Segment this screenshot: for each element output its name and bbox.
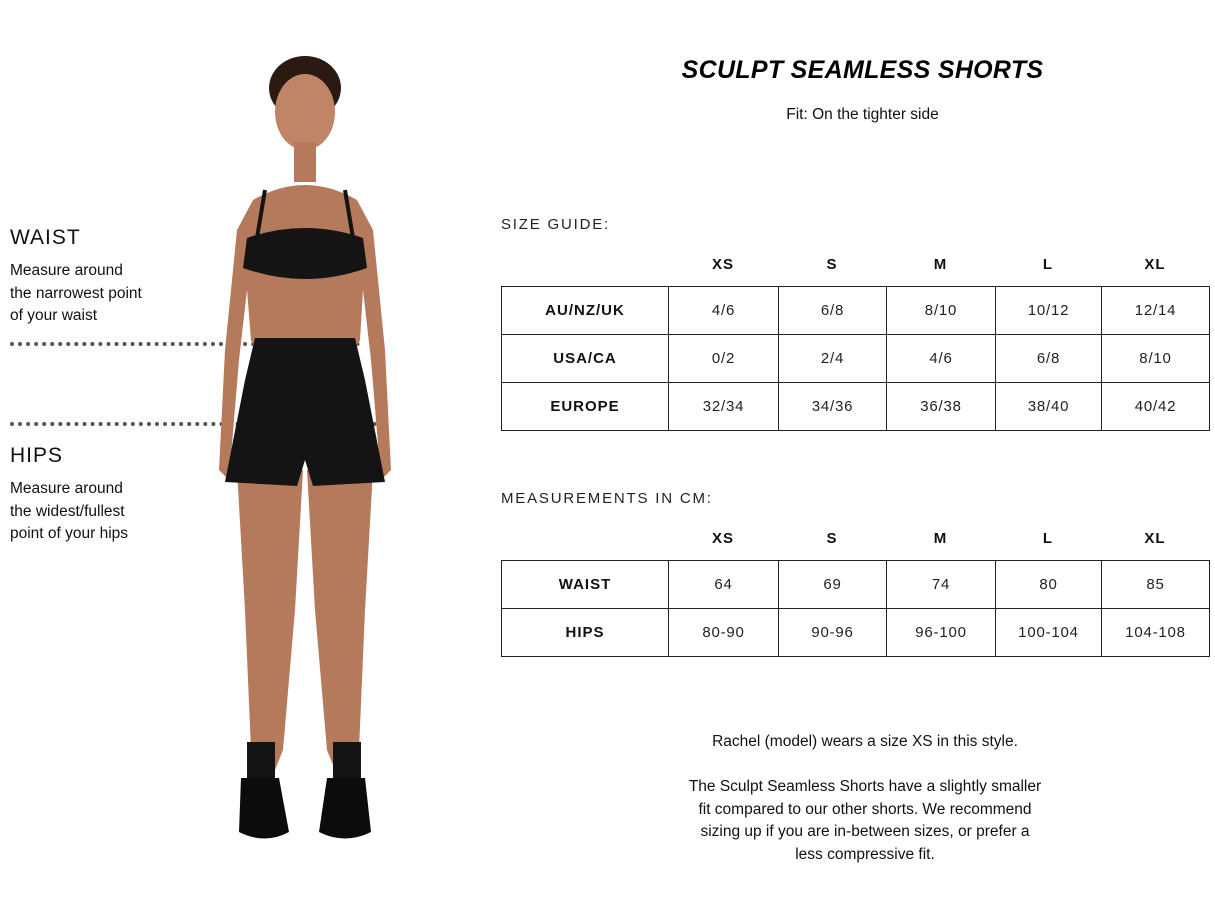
region-label: USA/CA — [502, 335, 669, 383]
table-cell: 100-104 — [996, 609, 1102, 657]
fit-recommendation — [660, 776, 1070, 866]
table-cell: 40/42 — [1102, 383, 1210, 431]
table-cell: 90-96 — [779, 609, 887, 657]
size-header-s: S — [826, 530, 838, 547]
fit-recommendation-line: less compressive fit. — [795, 845, 935, 863]
table-cell: 8/10 — [1102, 335, 1210, 383]
region-label: AU/NZ/UK — [502, 287, 669, 335]
table-cell: 38/40 — [996, 383, 1102, 431]
fit-note: Fit: On the tighter side — [786, 106, 939, 123]
size-header-xl: XL — [1144, 530, 1166, 547]
table-cell: 64 — [669, 561, 779, 609]
measurements-table — [501, 560, 1210, 657]
size-header-xs: XS — [711, 530, 734, 547]
table-cell: 80 — [996, 561, 1102, 609]
model-photo — [195, 50, 425, 850]
table-cell: 4/6 — [887, 335, 996, 383]
size-header-m: M — [933, 256, 948, 273]
model-size-note: Rachel (model) wears a size XS in this style. — [712, 733, 1018, 750]
size-header-xl: XL — [1144, 256, 1166, 273]
table-cell: 2/4 — [779, 335, 887, 383]
model-head — [275, 74, 335, 150]
hips-instruction-line: point of your hips — [10, 525, 129, 542]
hips-heading: HIPS — [10, 444, 64, 467]
table-cell: 74 — [887, 561, 996, 609]
size-header-l: L — [1042, 530, 1054, 547]
model-neck — [294, 142, 316, 182]
fit-recommendation-line: sizing up if you are in-between sizes, or prefer a — [700, 823, 1030, 840]
hips-instruction-line: Measure around — [10, 480, 123, 497]
waist-instruction-line: of your waist — [10, 307, 98, 324]
table-cell: 4/6 — [669, 287, 779, 335]
table-cell: 6/8 — [996, 335, 1102, 383]
table-cell: 6/8 — [779, 287, 887, 335]
model-shorts — [225, 338, 385, 486]
table-row — [502, 383, 1210, 431]
model-left-leg — [237, 470, 303, 770]
model-left-shoe — [239, 778, 289, 839]
model-right-sock — [333, 742, 361, 782]
table-cell: 34/36 — [779, 383, 887, 431]
size-header-m: M — [933, 530, 948, 547]
waist-instruction-line: the narrowest point — [10, 284, 142, 302]
table-cell: 12/14 — [1102, 287, 1210, 335]
measurement-label: WAIST — [502, 561, 669, 609]
table-cell: 104-108 — [1102, 609, 1210, 657]
product-title: SCULPT SEAMLESS SHORTS — [681, 56, 1044, 84]
table-cell: 36/38 — [887, 383, 996, 431]
model-right-leg — [307, 470, 373, 770]
table-row — [502, 561, 1210, 609]
measurement-label: HIPS — [502, 609, 669, 657]
size-guide-table — [501, 286, 1210, 431]
model-sports-bra — [243, 228, 367, 279]
table-cell: 69 — [779, 561, 887, 609]
size-header-s: S — [826, 256, 838, 273]
waist-instructions — [10, 260, 170, 328]
size-header-l: L — [1042, 256, 1054, 273]
table-cell: 10/12 — [996, 287, 1102, 335]
model-right-shoe — [319, 778, 371, 839]
fit-recommendation-line: fit compared to our other shorts. We recommend — [698, 800, 1032, 818]
table-cell: 85 — [1102, 561, 1210, 609]
waist-heading: WAIST — [10, 226, 81, 249]
size-header-xs: XS — [711, 256, 734, 273]
table-cell: 32/34 — [669, 383, 779, 431]
table-row — [502, 335, 1210, 383]
table-cell: 0/2 — [669, 335, 779, 383]
table-row — [502, 287, 1210, 335]
size-guide-heading: SIZE GUIDE: — [501, 216, 610, 233]
table-cell: 8/10 — [887, 287, 996, 335]
table-row — [502, 609, 1210, 657]
fit-recommendation-line: The Sculpt Seamless Shorts have a slightly smaller — [688, 778, 1042, 795]
waist-instruction-line: Measure around — [10, 262, 123, 279]
hips-instructions — [10, 478, 170, 546]
table-cell: 96-100 — [887, 609, 996, 657]
model-left-sock — [247, 742, 275, 782]
table-cell: 80-90 — [669, 609, 779, 657]
region-label: EUROPE — [502, 383, 669, 431]
measurements-heading: MEASUREMENTS IN CM: — [501, 490, 713, 507]
hips-instruction-line: the widest/fullest — [10, 502, 125, 520]
